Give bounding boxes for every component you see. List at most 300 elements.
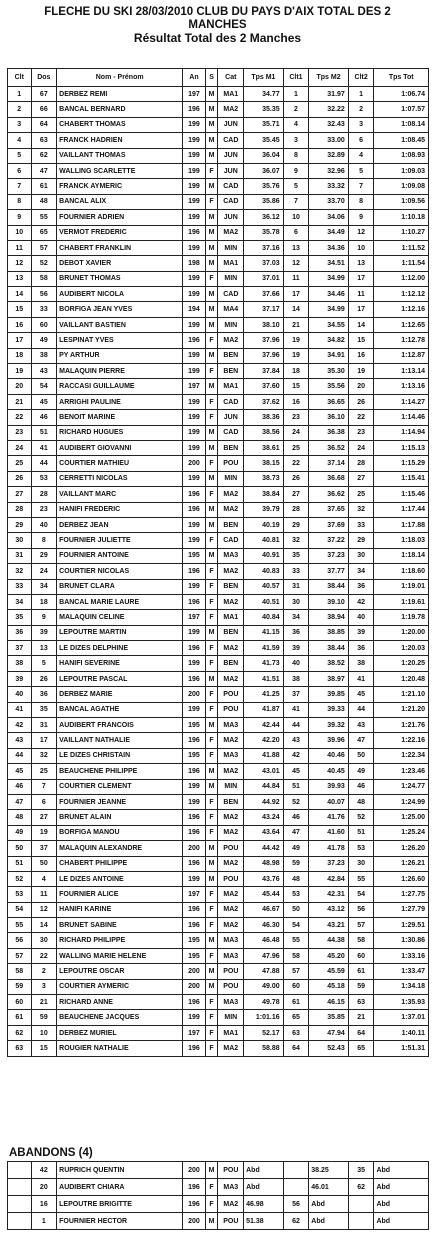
- cell-clt: 38: [8, 656, 32, 671]
- cell-rank-m2: 35: [348, 1162, 374, 1179]
- cell-sex: M: [205, 625, 218, 640]
- cell-rank-m1: 43: [283, 733, 309, 748]
- cell-rank-m2: 44: [348, 702, 374, 717]
- cell-clt: 32: [8, 564, 32, 579]
- cell-name: WALLING SCARLETTE: [57, 163, 183, 178]
- cell-rank-m1: 27: [283, 487, 309, 502]
- table-row: [8, 364, 429, 379]
- cell-rank-m2: 6: [348, 133, 374, 148]
- cell-rank-m1: 63: [283, 1025, 309, 1040]
- cell-rank-m2: 49: [348, 764, 374, 779]
- table-row: [8, 317, 429, 332]
- cell-year: 196: [183, 641, 205, 656]
- cell-time-m1: 43.01: [244, 764, 284, 779]
- cell-sex: F: [205, 594, 218, 609]
- cell-time-total: 1:23.46: [374, 764, 429, 779]
- cell-time-total: Abd: [374, 1162, 429, 1179]
- cell-name: VAILLANT THOMAS: [57, 148, 183, 163]
- cell-rank-m2: 59: [348, 979, 374, 994]
- cell-year: 200: [183, 964, 205, 979]
- cell-dos: 25: [31, 764, 57, 779]
- cell-clt: 9: [8, 210, 32, 225]
- cell-sex: F: [205, 902, 218, 917]
- cell-category: MA2: [218, 594, 244, 609]
- cell-rank-m1: 30: [283, 594, 309, 609]
- cell-rank-m2: 21: [348, 1010, 374, 1025]
- cell-name: AUDIBERT GIOVANNI: [57, 440, 183, 455]
- cell-sex: F: [205, 918, 218, 933]
- cell-clt: 14: [8, 287, 32, 302]
- cell-name: BRUNET THOMAS: [57, 271, 183, 286]
- cell-category: POU: [218, 702, 244, 717]
- cell-time-m2: 32.96: [309, 163, 349, 178]
- abandon-row: [8, 1196, 429, 1213]
- cell-rank-m1: 57: [283, 964, 309, 979]
- cell-time-m2: 38.25: [309, 1162, 349, 1179]
- cell-name: HANIFI KARINE: [57, 902, 183, 917]
- cell-category: MA3: [218, 548, 244, 563]
- cell-time-m2: 34.51: [309, 256, 349, 271]
- cell-dos: 45: [31, 394, 57, 409]
- cell-time-m2: 37.14: [309, 456, 349, 471]
- column-header-tps-tot: Tps Tot: [374, 69, 429, 87]
- cell-time-total: 1:19.61: [374, 594, 429, 609]
- cell-time-total: 1:15.29: [374, 456, 429, 471]
- cell-name: BENOIT MARINE: [57, 410, 183, 425]
- cell-dos: 17: [31, 733, 57, 748]
- cell-time-m2: 41.60: [309, 825, 349, 840]
- cell-rank-m1: 65: [283, 1010, 309, 1025]
- cell-name: DERBEZ JEAN: [57, 517, 183, 532]
- cell-time-m2: 36.65: [309, 394, 349, 409]
- cell-clt: 29: [8, 517, 32, 532]
- cell-clt: 6: [8, 163, 32, 178]
- cell-rank-m1: 32: [283, 533, 309, 548]
- cell-clt: [8, 1196, 32, 1213]
- cell-dos: 8: [31, 533, 57, 548]
- cell-dos: 66: [31, 102, 57, 117]
- cell-name: BANCAL BERNARD: [57, 102, 183, 117]
- cell-time-m1: 38.73: [244, 471, 284, 486]
- cell-time-m2: 44.38: [309, 933, 349, 948]
- cell-year: 195: [183, 948, 205, 963]
- cell-time-total: 1:22.16: [374, 733, 429, 748]
- cell-clt: 44: [8, 748, 32, 763]
- cell-time-total: 1:07.57: [374, 102, 429, 117]
- cell-dos: 13: [31, 641, 57, 656]
- cell-name: BRUNET SABINE: [57, 918, 183, 933]
- table-row: [8, 225, 429, 240]
- cell-category: MA2: [218, 856, 244, 871]
- cell-name: AUDIBERT FRANCOIS: [57, 718, 183, 733]
- cell-rank-m1: 16: [283, 394, 309, 409]
- cell-year: 200: [183, 979, 205, 994]
- cell-year: 199: [183, 579, 205, 594]
- cell-time-total: 1:33.47: [374, 964, 429, 979]
- cell-time-total: 1:12.65: [374, 317, 429, 332]
- cell-clt: 59: [8, 979, 32, 994]
- abandon-row: [8, 1179, 429, 1196]
- cell-time-total: 1:20.03: [374, 641, 429, 656]
- cell-rank-m2: 39: [348, 625, 374, 640]
- column-header-s: S: [205, 69, 218, 87]
- cell-year: 196: [183, 810, 205, 825]
- cell-sex: F: [205, 487, 218, 502]
- cell-dos: 22: [31, 948, 57, 963]
- cell-sex: F: [205, 456, 218, 471]
- cell-time-m2: 35.30: [309, 364, 349, 379]
- cell-time-total: 1:13.16: [374, 379, 429, 394]
- cell-dos: 28: [31, 487, 57, 502]
- cell-clt: 54: [8, 902, 32, 917]
- cell-rank-m1: 17: [283, 287, 309, 302]
- abandons-body: [8, 1162, 429, 1230]
- cell-rank-m1: 18: [283, 364, 309, 379]
- cell-rank-m1: 31: [283, 579, 309, 594]
- cell-name: LESPINAT YVES: [57, 333, 183, 348]
- table-row: [8, 287, 429, 302]
- cell-dos: 15: [31, 1041, 57, 1056]
- cell-rank-m1: 48: [283, 871, 309, 886]
- cell-sex: F: [205, 825, 218, 840]
- cell-category: BEN: [218, 625, 244, 640]
- cell-time-total: 1:22.34: [374, 748, 429, 763]
- cell-time-m1: 35.35: [244, 102, 284, 117]
- cell-time-m1: 37.03: [244, 256, 284, 271]
- cell-category: MA1: [218, 1025, 244, 1040]
- cell-category: CAD: [218, 533, 244, 548]
- cell-rank-m2: 58: [348, 933, 374, 948]
- table-row: [8, 656, 429, 671]
- cell-name: FOURNIER HECTOR: [57, 1213, 183, 1230]
- cell-category: POU: [218, 979, 244, 994]
- cell-year: 199: [183, 348, 205, 363]
- cell-year: 199: [183, 440, 205, 455]
- cell-rank-m1: 38: [283, 671, 309, 686]
- cell-category: MA3: [218, 718, 244, 733]
- cell-clt: 10: [8, 225, 32, 240]
- cell-sex: M: [205, 240, 218, 255]
- cell-category: MA3: [218, 748, 244, 763]
- cell-category: MA2: [218, 564, 244, 579]
- cell-rank-m2: 12: [348, 225, 374, 240]
- cell-time-total: 1:13.14: [374, 364, 429, 379]
- cell-category: MA2: [218, 902, 244, 917]
- table-row: [8, 548, 429, 563]
- cell-time-total: 1:34.18: [374, 979, 429, 994]
- cell-sex: M: [205, 287, 218, 302]
- cell-rank-m1: 23: [283, 410, 309, 425]
- cell-category: JUN: [218, 210, 244, 225]
- cell-sex: M: [205, 256, 218, 271]
- table-row: [8, 594, 429, 609]
- cell-sex: F: [205, 1025, 218, 1040]
- cell-rank-m1: 25: [283, 440, 309, 455]
- cell-time-m1: 41.88: [244, 748, 284, 763]
- cell-dos: 29: [31, 548, 57, 563]
- table-row: [8, 533, 429, 548]
- cell-rank-m1: 47: [283, 825, 309, 840]
- cell-sex: M: [205, 379, 218, 394]
- column-header-tps-m2: Tps M2: [309, 69, 349, 87]
- cell-time-m2: 47.94: [309, 1025, 349, 1040]
- cell-name: RICHARD ANNE: [57, 995, 183, 1010]
- cell-time-m2: 34.06: [309, 210, 349, 225]
- cell-year: 200: [183, 1213, 205, 1230]
- cell-year: 199: [183, 425, 205, 440]
- cell-time-m2: 42.31: [309, 887, 349, 902]
- cell-time-m2: 35.56: [309, 379, 349, 394]
- cell-year: 196: [183, 333, 205, 348]
- cell-rank-m2: [348, 1213, 374, 1230]
- cell-category: MA2: [218, 1041, 244, 1056]
- cell-sex: F: [205, 333, 218, 348]
- cell-category: CAD: [218, 287, 244, 302]
- cell-rank-m1: 15: [283, 379, 309, 394]
- cell-dos: 64: [31, 117, 57, 132]
- cell-name: VERMOT FREDERIC: [57, 225, 183, 240]
- cell-dos: 16: [31, 1196, 57, 1213]
- cell-name: RICHARD HUGUES: [57, 425, 183, 440]
- cell-category: MIN: [218, 240, 244, 255]
- cell-category: MIN: [218, 1010, 244, 1025]
- cell-category: CAD: [218, 394, 244, 409]
- document-title: FLECHE DU SKI 28/03/2010 CLUB DU PAYS D'AIX TOTAL DES 2: [44, 6, 391, 18]
- cell-category: CAD: [218, 425, 244, 440]
- cell-rank-m1: 51: [283, 779, 309, 794]
- cell-sex: M: [205, 871, 218, 886]
- table-row: [8, 918, 429, 933]
- cell-time-m1: 35.45: [244, 133, 284, 148]
- cell-rank-m2: 23: [348, 425, 374, 440]
- cell-year: 195: [183, 748, 205, 763]
- table-row: [8, 471, 429, 486]
- cell-name: FOURNIER ADRIEN: [57, 210, 183, 225]
- cell-rank-m1: [283, 1162, 309, 1179]
- cell-clt: 11: [8, 240, 32, 255]
- cell-sex: M: [205, 1162, 218, 1179]
- cell-name: FOURNIER JEANNE: [57, 794, 183, 809]
- cell-category: POU: [218, 1162, 244, 1179]
- cell-time-m2: 40.07: [309, 794, 349, 809]
- cell-name: BANCAL AGATHE: [57, 702, 183, 717]
- cell-rank-m2: 15: [348, 333, 374, 348]
- cell-time-m2: 38.44: [309, 641, 349, 656]
- cell-time-m1: 38.36: [244, 410, 284, 425]
- cell-dos: 61: [31, 179, 57, 194]
- cell-sex: M: [205, 302, 218, 317]
- cell-sex: M: [205, 841, 218, 856]
- cell-clt: 18: [8, 348, 32, 363]
- cell-time-total: 1:25.00: [374, 810, 429, 825]
- cell-time-total: Abd: [374, 1213, 429, 1230]
- table-row: [8, 610, 429, 625]
- cell-rank-m1: 59: [283, 856, 309, 871]
- cell-sex: F: [205, 271, 218, 286]
- cell-dos: 65: [31, 225, 57, 240]
- cell-time-m1: 35.78: [244, 225, 284, 240]
- cell-year: 196: [183, 995, 205, 1010]
- cell-year: 196: [183, 594, 205, 609]
- cell-clt: 13: [8, 271, 32, 286]
- cell-clt: 46: [8, 779, 32, 794]
- cell-time-m1: 37.60: [244, 379, 284, 394]
- column-header-name: Nom - Prénom: [57, 69, 183, 87]
- table-row: [8, 902, 429, 917]
- cell-time-m1: 40.91: [244, 548, 284, 563]
- cell-rank-m1: 2: [283, 102, 309, 117]
- cell-dos: 32: [31, 748, 57, 763]
- table-row: [8, 871, 429, 886]
- cell-rank-m1: 11: [283, 271, 309, 286]
- cell-category: JUN: [218, 410, 244, 425]
- cell-rank-m2: 32: [348, 502, 374, 517]
- cell-name: ROUGIER NATHALIE: [57, 1041, 183, 1056]
- table-row: [8, 148, 429, 163]
- cell-category: MA2: [218, 502, 244, 517]
- cell-time-m1: 45.44: [244, 887, 284, 902]
- cell-time-m1: 37.01: [244, 271, 284, 286]
- cell-rank-m2: 27: [348, 471, 374, 486]
- cell-time-total: 1:09.56: [374, 194, 429, 209]
- cell-rank-m1: 12: [283, 256, 309, 271]
- cell-dos: 50: [31, 856, 57, 871]
- cell-clt: 63: [8, 1041, 32, 1056]
- cell-time-total: 1:26.20: [374, 841, 429, 856]
- cell-name: COURTIER AYMERIC: [57, 979, 183, 994]
- cell-category: MIN: [218, 271, 244, 286]
- cell-name: DERBEZ MURIEL: [57, 1025, 183, 1040]
- cell-time-m1: 41.25: [244, 687, 284, 702]
- cell-sex: M: [205, 979, 218, 994]
- table-row: [8, 641, 429, 656]
- cell-time-total: 1:15.46: [374, 487, 429, 502]
- cell-time-total: 1:14.46: [374, 410, 429, 425]
- cell-rank-m2: 26: [348, 394, 374, 409]
- cell-clt: 60: [8, 995, 32, 1010]
- cell-time-m1: 40.51: [244, 594, 284, 609]
- cell-rank-m1: 50: [283, 902, 309, 917]
- cell-sex: F: [205, 810, 218, 825]
- cell-category: BEN: [218, 364, 244, 379]
- cell-dos: 57: [31, 240, 57, 255]
- cell-time-m1: 41.15: [244, 625, 284, 640]
- cell-dos: 41: [31, 440, 57, 455]
- cell-name: LE DIZES DELPHINE: [57, 641, 183, 656]
- abandon-row: [8, 1162, 429, 1179]
- cell-time-m1: 34.77: [244, 87, 284, 102]
- cell-dos: 5: [31, 656, 57, 671]
- table-row: [8, 964, 429, 979]
- cell-time-m2: 37.23: [309, 856, 349, 871]
- cell-time-total: 1:20.00: [374, 625, 429, 640]
- cell-dos: 26: [31, 671, 57, 686]
- cell-clt: 30: [8, 533, 32, 548]
- cell-rank-m1: 56: [283, 1196, 309, 1213]
- cell-dos: 24: [31, 564, 57, 579]
- cell-time-m1: 40.81: [244, 533, 284, 548]
- cell-name: BORFIGA MANOU: [57, 825, 183, 840]
- cell-rank-m2: 4: [348, 148, 374, 163]
- cell-category: MA2: [218, 764, 244, 779]
- cell-clt: [8, 1213, 32, 1230]
- cell-name: FRANCK HADRIEN: [57, 133, 183, 148]
- cell-dos: 3: [31, 979, 57, 994]
- cell-rank-m2: 3: [348, 117, 374, 132]
- cell-year: 199: [183, 364, 205, 379]
- cell-name: BANCAL ALIX: [57, 194, 183, 209]
- cell-time-m2: Abd: [309, 1196, 349, 1213]
- table-row: [8, 502, 429, 517]
- cell-clt: 50: [8, 841, 32, 856]
- cell-clt: 53: [8, 887, 32, 902]
- cell-clt: 24: [8, 440, 32, 455]
- cell-year: 199: [183, 117, 205, 132]
- cell-rank-m2: 8: [348, 194, 374, 209]
- cell-clt: 7: [8, 179, 32, 194]
- cell-dos: 34: [31, 579, 57, 594]
- cell-clt: 31: [8, 548, 32, 563]
- cell-dos: 37: [31, 841, 57, 856]
- cell-sex: M: [205, 117, 218, 132]
- cell-rank-m1: 53: [283, 887, 309, 902]
- cell-year: 198: [183, 256, 205, 271]
- table-row: [8, 995, 429, 1010]
- cell-category: BEN: [218, 794, 244, 809]
- cell-name: COURTIER MATHIEU: [57, 456, 183, 471]
- cell-time-total: 1:21.20: [374, 702, 429, 717]
- cell-time-m2: 34.36: [309, 240, 349, 255]
- table-row: [8, 887, 429, 902]
- cell-sex: M: [205, 1213, 218, 1230]
- cell-category: MA2: [218, 225, 244, 240]
- table-row: [8, 933, 429, 948]
- cell-dos: 35: [31, 702, 57, 717]
- cell-rank-m1: 21: [283, 317, 309, 332]
- cell-rank-m2: 29: [348, 533, 374, 548]
- cell-rank-m1: 64: [283, 1041, 309, 1056]
- cell-time-m2: 34.49: [309, 225, 349, 240]
- cell-rank-m1: 28: [283, 502, 309, 517]
- cell-time-total: 1:08.45: [374, 133, 429, 148]
- cell-time-total: 1:18.03: [374, 533, 429, 548]
- cell-time-m1: 46.48: [244, 933, 284, 948]
- cell-time-m1: 37.84: [244, 364, 284, 379]
- cell-rank-m1: 10: [283, 210, 309, 225]
- cell-time-m2: 45.18: [309, 979, 349, 994]
- cell-rank-m1: 41: [283, 702, 309, 717]
- cell-time-m1: 38.61: [244, 440, 284, 455]
- cell-dos: 33: [31, 302, 57, 317]
- cell-sex: M: [205, 148, 218, 163]
- cell-year: 197: [183, 379, 205, 394]
- cell-clt: 37: [8, 641, 32, 656]
- cell-time-total: 1:09.03: [374, 163, 429, 178]
- cell-time-m1: 35.86: [244, 194, 284, 209]
- cell-rank-m1: 39: [283, 641, 309, 656]
- cell-year: 199: [183, 317, 205, 332]
- table-row: [8, 841, 429, 856]
- cell-time-m2: 34.82: [309, 333, 349, 348]
- cell-time-m2: 46.01: [309, 1179, 349, 1196]
- cell-time-m1: 49.78: [244, 995, 284, 1010]
- cell-year: 199: [183, 148, 205, 163]
- cell-year: 199: [183, 163, 205, 178]
- cell-time-total: 1:17.88: [374, 517, 429, 532]
- column-header-cat: Cat: [218, 69, 244, 87]
- cell-time-total: 1:26.21: [374, 856, 429, 871]
- cell-time-m1: 52.17: [244, 1025, 284, 1040]
